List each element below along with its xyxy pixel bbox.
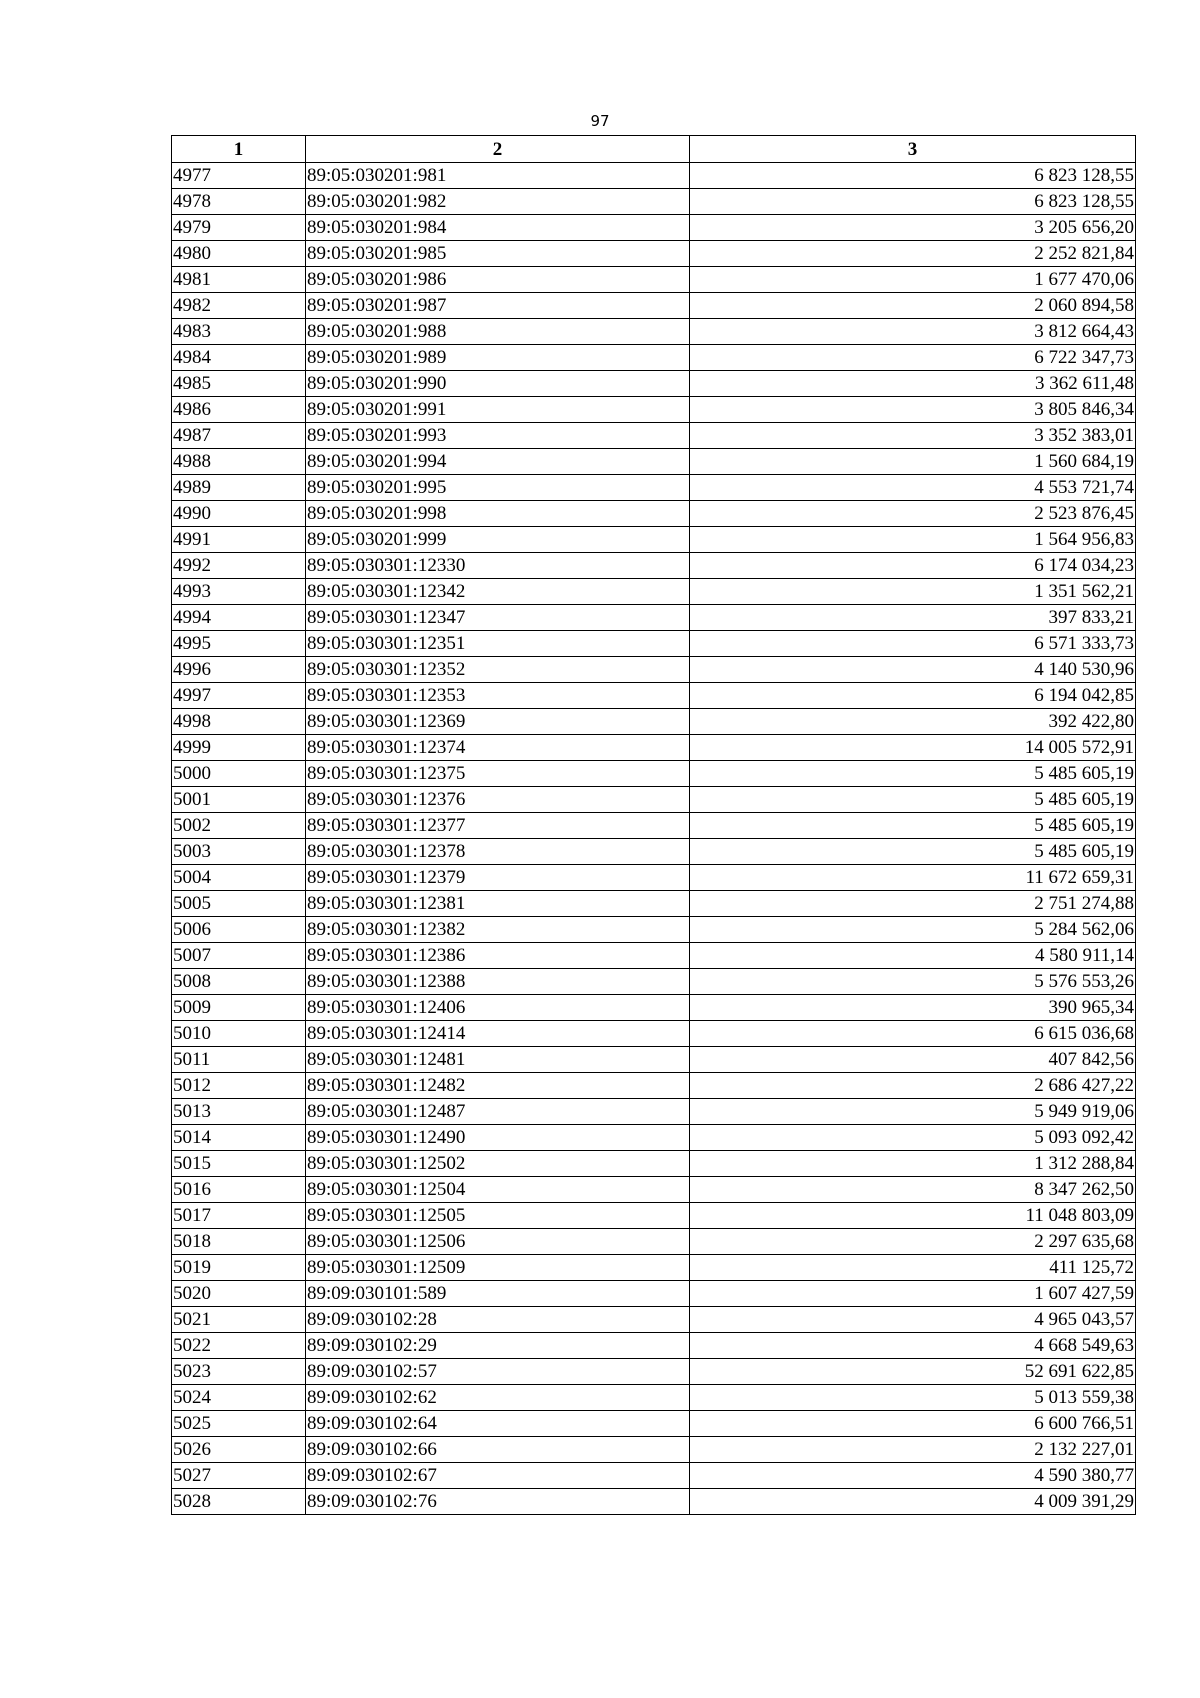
cadastral-value-cell: 397 833,21 bbox=[690, 605, 1136, 631]
cadastral-number-cell: 89:05:030301:12505 bbox=[306, 1203, 690, 1229]
row-number-cell: 4982 bbox=[172, 293, 306, 319]
table-row bbox=[172, 735, 1136, 761]
table-row bbox=[172, 293, 1136, 319]
cadastral-value-cell: 1 351 562,21 bbox=[690, 579, 1136, 605]
cadastral-number-cell: 89:05:030301:12376 bbox=[306, 787, 690, 813]
table-row bbox=[172, 1021, 1136, 1047]
header-col-2: 2 bbox=[306, 136, 690, 163]
cadastral-value-cell: 4 965 043,57 bbox=[690, 1307, 1136, 1333]
cadastral-number-cell: 89:05:030301:12342 bbox=[306, 579, 690, 605]
cadastral-value-cell: 5 013 559,38 bbox=[690, 1385, 1136, 1411]
table-row bbox=[172, 1307, 1136, 1333]
table-row bbox=[172, 709, 1136, 735]
table-row bbox=[172, 189, 1136, 215]
row-number-cell: 4977 bbox=[172, 163, 306, 189]
cadastral-value-cell: 1 564 956,83 bbox=[690, 527, 1136, 553]
row-number-cell: 4987 bbox=[172, 423, 306, 449]
table-row bbox=[172, 631, 1136, 657]
cadastral-number-cell: 89:05:030301:12381 bbox=[306, 891, 690, 917]
table-row bbox=[172, 1151, 1136, 1177]
cadastral-number-cell: 89:09:030102:29 bbox=[306, 1333, 690, 1359]
row-number-cell: 5026 bbox=[172, 1437, 306, 1463]
cadastral-value-cell: 8 347 262,50 bbox=[690, 1177, 1136, 1203]
cadastral-value-cell: 2 132 227,01 bbox=[690, 1437, 1136, 1463]
cadastral-number-cell: 89:05:030301:12487 bbox=[306, 1099, 690, 1125]
cadastral-value-cell: 4 009 391,29 bbox=[690, 1489, 1136, 1515]
row-number-cell: 5015 bbox=[172, 1151, 306, 1177]
table-row bbox=[172, 215, 1136, 241]
cadastral-number-cell: 89:05:030301:12414 bbox=[306, 1021, 690, 1047]
row-number-cell: 4992 bbox=[172, 553, 306, 579]
table-row bbox=[172, 267, 1136, 293]
cadastral-value-cell: 3 812 664,43 bbox=[690, 319, 1136, 345]
cadastral-number-cell: 89:05:030201:985 bbox=[306, 241, 690, 267]
row-number-cell: 5002 bbox=[172, 813, 306, 839]
cadastral-value-cell: 11 048 803,09 bbox=[690, 1203, 1136, 1229]
cadastral-number-cell: 89:05:030201:989 bbox=[306, 345, 690, 371]
table-row bbox=[172, 501, 1136, 527]
cadastral-value-cell: 3 205 656,20 bbox=[690, 215, 1136, 241]
cadastral-value-cell: 2 252 821,84 bbox=[690, 241, 1136, 267]
cadastral-value-cell: 4 553 721,74 bbox=[690, 475, 1136, 501]
table-row bbox=[172, 1437, 1136, 1463]
cadastral-value-cell: 5 485 605,19 bbox=[690, 813, 1136, 839]
cadastral-number-cell: 89:05:030201:987 bbox=[306, 293, 690, 319]
cadastral-number-cell: 89:05:030201:991 bbox=[306, 397, 690, 423]
cadastral-number-cell: 89:05:030301:12352 bbox=[306, 657, 690, 683]
table-row bbox=[172, 605, 1136, 631]
row-number-cell: 4996 bbox=[172, 657, 306, 683]
table-row bbox=[172, 371, 1136, 397]
cadastral-value-cell: 5 284 562,06 bbox=[690, 917, 1136, 943]
cadastral-number-cell: 89:05:030201:999 bbox=[306, 527, 690, 553]
cadastral-number-cell: 89:05:030201:984 bbox=[306, 215, 690, 241]
table-row bbox=[172, 1099, 1136, 1125]
cadastral-value-cell: 5 485 605,19 bbox=[690, 787, 1136, 813]
row-number-cell: 5001 bbox=[172, 787, 306, 813]
row-number-cell: 5022 bbox=[172, 1333, 306, 1359]
cadastral-number-cell: 89:09:030102:28 bbox=[306, 1307, 690, 1333]
row-number-cell: 4978 bbox=[172, 189, 306, 215]
cadastral-value-cell: 6 823 128,55 bbox=[690, 163, 1136, 189]
cadastral-number-cell: 89:05:030301:12377 bbox=[306, 813, 690, 839]
cadastral-value-cell: 4 580 911,14 bbox=[690, 943, 1136, 969]
row-number-cell: 5020 bbox=[172, 1281, 306, 1307]
row-number-cell: 5024 bbox=[172, 1385, 306, 1411]
row-number-cell: 5013 bbox=[172, 1099, 306, 1125]
cadastral-value-cell: 1 607 427,59 bbox=[690, 1281, 1136, 1307]
cadastral-number-cell: 89:05:030301:12378 bbox=[306, 839, 690, 865]
row-number-cell: 4985 bbox=[172, 371, 306, 397]
table-row bbox=[172, 1489, 1136, 1515]
cadastral-value-cell: 5 485 605,19 bbox=[690, 839, 1136, 865]
cadastral-number-cell: 89:05:030301:12482 bbox=[306, 1073, 690, 1099]
row-number-cell: 5006 bbox=[172, 917, 306, 943]
table-header bbox=[172, 136, 1136, 163]
row-number-cell: 4991 bbox=[172, 527, 306, 553]
table-row bbox=[172, 1177, 1136, 1203]
row-number-cell: 5005 bbox=[172, 891, 306, 917]
cadastral-number-cell: 89:05:030201:986 bbox=[306, 267, 690, 293]
table-row bbox=[172, 397, 1136, 423]
table-row bbox=[172, 1385, 1136, 1411]
row-number-cell: 4997 bbox=[172, 683, 306, 709]
row-number-cell: 4980 bbox=[172, 241, 306, 267]
cadastral-value-cell: 6 722 347,73 bbox=[690, 345, 1136, 371]
table-row bbox=[172, 1047, 1136, 1073]
row-number-cell: 5003 bbox=[172, 839, 306, 865]
cadastral-number-cell: 89:05:030301:12374 bbox=[306, 735, 690, 761]
cadastral-value-cell: 392 422,80 bbox=[690, 709, 1136, 735]
table-row bbox=[172, 839, 1136, 865]
row-number-cell: 4989 bbox=[172, 475, 306, 501]
cadastral-number-cell: 89:05:030301:12502 bbox=[306, 1151, 690, 1177]
cadastral-number-cell: 89:09:030102:76 bbox=[306, 1489, 690, 1515]
cadastral-value-cell: 3 805 846,34 bbox=[690, 397, 1136, 423]
table-row bbox=[172, 449, 1136, 475]
table-row bbox=[172, 891, 1136, 917]
cadastral-value-cell: 2 060 894,58 bbox=[690, 293, 1136, 319]
row-number-cell: 5008 bbox=[172, 969, 306, 995]
cadastral-number-cell: 89:05:030301:12506 bbox=[306, 1229, 690, 1255]
cadastral-value-cell: 1 560 684,19 bbox=[690, 449, 1136, 475]
cadastral-value-cell: 1 312 288,84 bbox=[690, 1151, 1136, 1177]
cadastral-number-cell: 89:05:030301:12386 bbox=[306, 943, 690, 969]
cadastral-value-cell: 4 668 549,63 bbox=[690, 1333, 1136, 1359]
table-row bbox=[172, 813, 1136, 839]
cadastral-value-cell: 52 691 622,85 bbox=[690, 1359, 1136, 1385]
cadastral-number-cell: 89:05:030201:981 bbox=[306, 163, 690, 189]
row-number-cell: 5017 bbox=[172, 1203, 306, 1229]
cadastral-number-cell: 89:05:030201:990 bbox=[306, 371, 690, 397]
row-number-cell: 5019 bbox=[172, 1255, 306, 1281]
cadastral-value-cell: 5 093 092,42 bbox=[690, 1125, 1136, 1151]
cadastral-value-cell: 6 615 036,68 bbox=[690, 1021, 1136, 1047]
cadastral-value-cell: 5 576 553,26 bbox=[690, 969, 1136, 995]
cadastral-number-cell: 89:05:030201:995 bbox=[306, 475, 690, 501]
table-row bbox=[172, 657, 1136, 683]
cadastral-value-cell: 3 362 611,48 bbox=[690, 371, 1136, 397]
row-number-cell: 4979 bbox=[172, 215, 306, 241]
table-row bbox=[172, 1255, 1136, 1281]
cadastral-value-cell: 6 174 034,23 bbox=[690, 553, 1136, 579]
table-row bbox=[172, 241, 1136, 267]
table-row bbox=[172, 683, 1136, 709]
table-row bbox=[172, 163, 1136, 189]
cadastral-value-cell: 407 842,56 bbox=[690, 1047, 1136, 1073]
cadastral-number-cell: 89:05:030201:982 bbox=[306, 189, 690, 215]
cadastral-number-cell: 89:05:030301:12388 bbox=[306, 969, 690, 995]
table-row bbox=[172, 917, 1136, 943]
row-number-cell: 5021 bbox=[172, 1307, 306, 1333]
page-number: 97 bbox=[590, 112, 610, 130]
table-row bbox=[172, 423, 1136, 449]
cadastral-value-cell: 1 677 470,06 bbox=[690, 267, 1136, 293]
cadastral-number-cell: 89:09:030102:64 bbox=[306, 1411, 690, 1437]
row-number-cell: 5009 bbox=[172, 995, 306, 1021]
row-number-cell: 5012 bbox=[172, 1073, 306, 1099]
table-row bbox=[172, 475, 1136, 501]
table-row bbox=[172, 579, 1136, 605]
cadastral-value-cell: 6 194 042,85 bbox=[690, 683, 1136, 709]
cadastral-number-cell: 89:09:030102:62 bbox=[306, 1385, 690, 1411]
table-row bbox=[172, 1229, 1136, 1255]
table-row bbox=[172, 1125, 1136, 1151]
table-row bbox=[172, 969, 1136, 995]
table-row bbox=[172, 1073, 1136, 1099]
cadastral-number-cell: 89:05:030301:12382 bbox=[306, 917, 690, 943]
table-row bbox=[172, 787, 1136, 813]
cadastral-value-cell: 2 686 427,22 bbox=[690, 1073, 1136, 1099]
table-row bbox=[172, 1203, 1136, 1229]
row-number-cell: 5004 bbox=[172, 865, 306, 891]
table-row bbox=[172, 553, 1136, 579]
cadastral-number-cell: 89:05:030301:12353 bbox=[306, 683, 690, 709]
cadastral-number-cell: 89:05:030301:12369 bbox=[306, 709, 690, 735]
cadastral-value-cell: 14 005 572,91 bbox=[690, 735, 1136, 761]
row-number-cell: 5023 bbox=[172, 1359, 306, 1385]
table-row bbox=[172, 865, 1136, 891]
cadastral-value-table bbox=[171, 135, 1136, 1515]
row-number-cell: 4986 bbox=[172, 397, 306, 423]
cadastral-number-cell: 89:05:030301:12330 bbox=[306, 553, 690, 579]
header-col-3: 3 bbox=[690, 136, 1136, 163]
row-number-cell: 4990 bbox=[172, 501, 306, 527]
row-number-cell: 5027 bbox=[172, 1463, 306, 1489]
cadastral-value-cell: 6 600 766,51 bbox=[690, 1411, 1136, 1437]
row-number-cell: 4998 bbox=[172, 709, 306, 735]
cadastral-value-cell: 3 352 383,01 bbox=[690, 423, 1136, 449]
cadastral-number-cell: 89:05:030301:12379 bbox=[306, 865, 690, 891]
table-row bbox=[172, 761, 1136, 787]
table-row bbox=[172, 995, 1136, 1021]
header-row bbox=[172, 136, 1136, 163]
cadastral-number-cell: 89:05:030201:988 bbox=[306, 319, 690, 345]
table-row bbox=[172, 345, 1136, 371]
table-row bbox=[172, 1281, 1136, 1307]
table-row bbox=[172, 527, 1136, 553]
row-number-cell: 4988 bbox=[172, 449, 306, 475]
cadastral-value-cell: 4 590 380,77 bbox=[690, 1463, 1136, 1489]
cadastral-number-cell: 89:05:030301:12375 bbox=[306, 761, 690, 787]
cadastral-number-cell: 89:05:030201:993 bbox=[306, 423, 690, 449]
row-number-cell: 5007 bbox=[172, 943, 306, 969]
row-number-cell: 5000 bbox=[172, 761, 306, 787]
row-number-cell: 5014 bbox=[172, 1125, 306, 1151]
cadastral-value-cell: 2 297 635,68 bbox=[690, 1229, 1136, 1255]
cadastral-value-cell: 11 672 659,31 bbox=[690, 865, 1136, 891]
row-number-cell: 4995 bbox=[172, 631, 306, 657]
table-row bbox=[172, 1333, 1136, 1359]
header-col-1: 1 bbox=[172, 136, 306, 163]
cadastral-number-cell: 89:05:030301:12504 bbox=[306, 1177, 690, 1203]
cadastral-value-cell: 6 571 333,73 bbox=[690, 631, 1136, 657]
cadastral-number-cell: 89:05:030301:12509 bbox=[306, 1255, 690, 1281]
cadastral-value-cell: 411 125,72 bbox=[690, 1255, 1136, 1281]
cadastral-number-cell: 89:09:030102:66 bbox=[306, 1437, 690, 1463]
cadastral-number-cell: 89:09:030102:57 bbox=[306, 1359, 690, 1385]
row-number-cell: 5028 bbox=[172, 1489, 306, 1515]
cadastral-value-cell: 2 523 876,45 bbox=[690, 501, 1136, 527]
cadastral-number-cell: 89:05:030301:12481 bbox=[306, 1047, 690, 1073]
row-number-cell: 5025 bbox=[172, 1411, 306, 1437]
row-number-cell: 5010 bbox=[172, 1021, 306, 1047]
cadastral-number-cell: 89:05:030301:12347 bbox=[306, 605, 690, 631]
table-row bbox=[172, 1411, 1136, 1437]
row-number-cell: 4993 bbox=[172, 579, 306, 605]
row-number-cell: 5016 bbox=[172, 1177, 306, 1203]
cadastral-value-cell: 390 965,34 bbox=[690, 995, 1136, 1021]
cadastral-number-cell: 89:05:030201:998 bbox=[306, 501, 690, 527]
row-number-cell: 4994 bbox=[172, 605, 306, 631]
table-row bbox=[172, 319, 1136, 345]
row-number-cell: 5011 bbox=[172, 1047, 306, 1073]
table-row bbox=[172, 1463, 1136, 1489]
row-number-cell: 5018 bbox=[172, 1229, 306, 1255]
cadastral-number-cell: 89:09:030101:589 bbox=[306, 1281, 690, 1307]
cadastral-value-cell: 4 140 530,96 bbox=[690, 657, 1136, 683]
cadastral-number-cell: 89:09:030102:67 bbox=[306, 1463, 690, 1489]
cadastral-value-cell: 5 485 605,19 bbox=[690, 761, 1136, 787]
cadastral-value-cell: 6 823 128,55 bbox=[690, 189, 1136, 215]
cadastral-number-cell: 89:05:030301:12351 bbox=[306, 631, 690, 657]
cadastral-number-cell: 89:05:030301:12490 bbox=[306, 1125, 690, 1151]
cadastral-value-cell: 5 949 919,06 bbox=[690, 1099, 1136, 1125]
row-number-cell: 4983 bbox=[172, 319, 306, 345]
table-row bbox=[172, 1359, 1136, 1385]
cadastral-value-cell: 2 751 274,88 bbox=[690, 891, 1136, 917]
row-number-cell: 4984 bbox=[172, 345, 306, 371]
table-body bbox=[172, 163, 1136, 1515]
table-row bbox=[172, 943, 1136, 969]
cadastral-number-cell: 89:05:030301:12406 bbox=[306, 995, 690, 1021]
cadastral-number-cell: 89:05:030201:994 bbox=[306, 449, 690, 475]
row-number-cell: 4999 bbox=[172, 735, 306, 761]
row-number-cell: 4981 bbox=[172, 267, 306, 293]
